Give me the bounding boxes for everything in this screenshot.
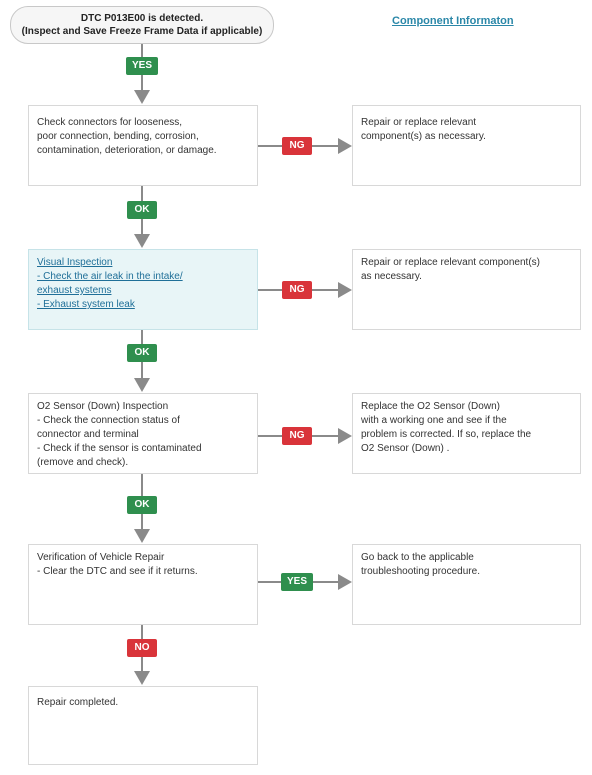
air-leak-link[interactable]: exhaust systems (37, 285, 112, 296)
arrowhead (134, 671, 150, 685)
step-connector-check (28, 105, 258, 186)
arrowhead (338, 428, 352, 444)
no-badge: NO (127, 639, 157, 657)
arrowhead (338, 282, 352, 298)
step-text: - Check if the sensor is contaminated (37, 443, 202, 454)
step-text: O2 Sensor (Down) Inspection (37, 401, 169, 412)
arrowhead (134, 529, 150, 543)
step-text: contamination, deterioration, or damage. (37, 145, 217, 156)
step-visual-inspection (28, 249, 258, 330)
ng-badge: NG (282, 137, 312, 155)
result-text: O2 Sensor (Down) . (361, 443, 450, 454)
step-text: poor connection, bending, corrosion, (37, 131, 199, 142)
start-line1: DTC P013E00 is detected. (80, 13, 204, 24)
result-text: Replace the O2 Sensor (Down) (361, 401, 500, 412)
result-repair-components (352, 105, 581, 186)
arrowhead (338, 574, 352, 590)
result-text: component(s) as necessary. (361, 131, 486, 142)
step-text: Repair completed. (37, 697, 119, 708)
air-leak-link[interactable]: - Check the air leak in the intake/ (37, 271, 183, 282)
result-text: Go back to the applicable (361, 552, 474, 563)
result-go-back (352, 544, 581, 625)
arrowhead (134, 90, 150, 104)
step-verification (28, 544, 258, 625)
result-repair-components-2 (352, 249, 581, 330)
arrowhead (338, 138, 352, 154)
start-node (10, 6, 274, 44)
visual-inspection-link[interactable]: Visual Inspection (37, 257, 113, 268)
step-text: Verification of Vehicle Repair (37, 552, 165, 563)
ng-badge: NG (282, 281, 312, 299)
result-replace-o2-sensor (352, 393, 581, 474)
step-text: - Check the connection status of (37, 415, 180, 426)
result-text: Repair or replace relevant component(s) (361, 257, 540, 268)
result-text: as necessary. (361, 271, 422, 282)
step-repair-completed (28, 686, 258, 765)
result-text: troubleshooting procedure. (361, 566, 480, 577)
ok-badge: OK (127, 496, 157, 514)
component-information-link[interactable]: Component Informaton (392, 15, 514, 27)
arrowhead (134, 234, 150, 248)
yes-badge: YES (281, 573, 313, 591)
step-text: - Clear the DTC and see if it returns. (37, 566, 198, 577)
exhaust-leak-link[interactable]: - Exhaust system leak (37, 299, 135, 310)
step-o2-sensor-inspection (28, 393, 258, 474)
step-text: connector and terminal (37, 429, 139, 440)
step-text: (remove and check). (37, 457, 129, 468)
ng-badge: NG (282, 427, 312, 445)
yes-badge: YES (126, 57, 158, 75)
arrowhead (134, 378, 150, 392)
start-line2: (Inspect and Save Freeze Frame Data if applicable) (21, 26, 263, 37)
result-text: with a working one and see if the (361, 415, 507, 426)
ok-badge: OK (127, 201, 157, 219)
result-text: problem is corrected. If so, replace the (361, 429, 532, 440)
step-text: Check connectors for looseness, (37, 117, 183, 128)
ok-badge: OK (127, 344, 157, 362)
result-text: Repair or replace relevant (361, 117, 477, 128)
